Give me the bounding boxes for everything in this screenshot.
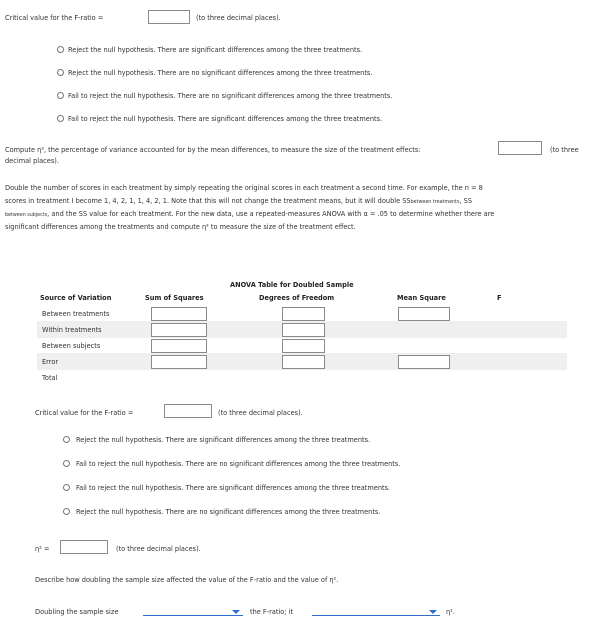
precision-note-1: (to three decimal places). — [196, 14, 281, 22]
critical-value-input-2[interactable] — [164, 404, 212, 418]
anova-title: ANOVA Table for Doubled Sample — [230, 281, 354, 289]
doubled-line-4: significant differences among the treatments and compute η² to measure the size of the treatment effect. — [5, 223, 356, 231]
header-ms: Mean Square — [397, 294, 446, 302]
df-between-subjects-input[interactable] — [282, 339, 325, 353]
radio-option-2b[interactable] — [63, 460, 70, 467]
option-label-1d: Fail to reject the null hypothesis. There are significant differences among the three treatments. — [68, 115, 383, 123]
option-label-2b: Fail to reject the null hypothesis. There are no significant differences among the three treatments. — [76, 460, 401, 468]
compute-suffix: (to three — [550, 146, 579, 154]
row-label-between-subjects: Between subjects — [42, 342, 101, 350]
df-between-treatments-input[interactable] — [282, 307, 325, 321]
eta-tail: η². — [446, 608, 455, 616]
critical-value-label-2: Critical value for the F-ratio = — [35, 409, 134, 417]
ms-error-input[interactable] — [398, 355, 450, 369]
radio-option-1a[interactable] — [57, 46, 64, 53]
radio-option-1d[interactable] — [57, 115, 64, 122]
ms-between-treatments-input[interactable] — [398, 307, 450, 321]
radio-option-1c[interactable] — [57, 92, 64, 99]
df-error-input[interactable] — [282, 355, 325, 369]
option-label-1b: Reject the null hypothesis. There are no significant differences among the three treatments. — [68, 69, 373, 77]
compute-suffix-2: decimal places). — [5, 157, 59, 165]
option-label-1a: Reject the null hypothesis. There are significant differences among the three treatments. — [68, 46, 363, 54]
row-label-between-treatments: Between treatments — [42, 310, 110, 318]
eta-input-2[interactable] — [60, 540, 108, 554]
ss-error-input[interactable] — [151, 355, 207, 369]
chevron-down-icon — [429, 610, 437, 614]
radio-option-1b[interactable] — [57, 69, 64, 76]
radio-option-2d[interactable] — [63, 508, 70, 515]
df-within-treatments-input[interactable] — [282, 323, 325, 337]
critical-value-input-1[interactable] — [148, 10, 190, 24]
row-label-total: Total — [42, 374, 58, 382]
doubling-label: Doubling the sample size — [35, 608, 119, 616]
doubling-dropdown[interactable] — [143, 608, 243, 616]
option-label-2c: Fail to reject the null hypothesis. There are significant differences among the three treatments. — [76, 484, 391, 492]
eta-note-2: (to three decimal places). — [116, 545, 201, 553]
eta-input-1[interactable] — [498, 141, 542, 155]
precision-note-2: (to three decimal places). — [218, 409, 303, 417]
fratio-label: the F-ratio; it — [250, 608, 294, 616]
row-label-error: Error — [42, 358, 59, 366]
ss-between-treatments-input[interactable] — [151, 307, 207, 321]
radio-option-2c[interactable] — [63, 484, 70, 491]
header-df: Degrees of Freedom — [259, 294, 335, 302]
header-ss: Sum of Squares — [145, 294, 204, 302]
doubled-line-2: scores in treatment I become 1, 4, 2, 1, 1, 4, 2, 1. Note that this will not change the treatment means, but it will double SSbetween treatments, SS — [5, 197, 473, 205]
chevron-down-icon — [232, 610, 240, 614]
header-f: F — [497, 294, 502, 302]
option-label-1c: Fail to reject the null hypothesis. There are no significant differences among the three treatments. — [68, 92, 393, 100]
ss-within-treatments-input[interactable] — [151, 323, 207, 337]
header-source: Source of Variation — [40, 294, 112, 302]
option-label-2d: Reject the null hypothesis. There are no significant differences among the three treatments. — [76, 508, 381, 516]
row-label-within-treatments: Within treatments — [42, 326, 102, 334]
describe-question: Describe how doubling the sample size affected the value of the F-ratio and the value of η². — [35, 576, 339, 584]
ss-between-subjects-input[interactable] — [151, 339, 207, 353]
compute-eta-text: Compute η², the percentage of variance accounted for by the mean differences, to measure the size of the treatment effects: — [5, 146, 421, 154]
critical-value-label-1: Critical value for the F-ratio = — [5, 14, 104, 22]
option-label-2a: Reject the null hypothesis. There are significant differences among the three treatments. — [76, 436, 371, 444]
eta-label-2: η² = — [35, 545, 50, 553]
doubled-line-3: between subjects, and the SS value for each treatment. For the new data, use a repeated-measures ANOVA with α = .05 to determine whether there are — [5, 210, 495, 218]
fratio-dropdown[interactable] — [312, 608, 440, 616]
radio-option-2a[interactable] — [63, 436, 70, 443]
doubled-line-1: Double the number of scores in each treatment by simply repeating the original scores in each treatment a second time. For example, the n = 8 — [5, 184, 483, 192]
